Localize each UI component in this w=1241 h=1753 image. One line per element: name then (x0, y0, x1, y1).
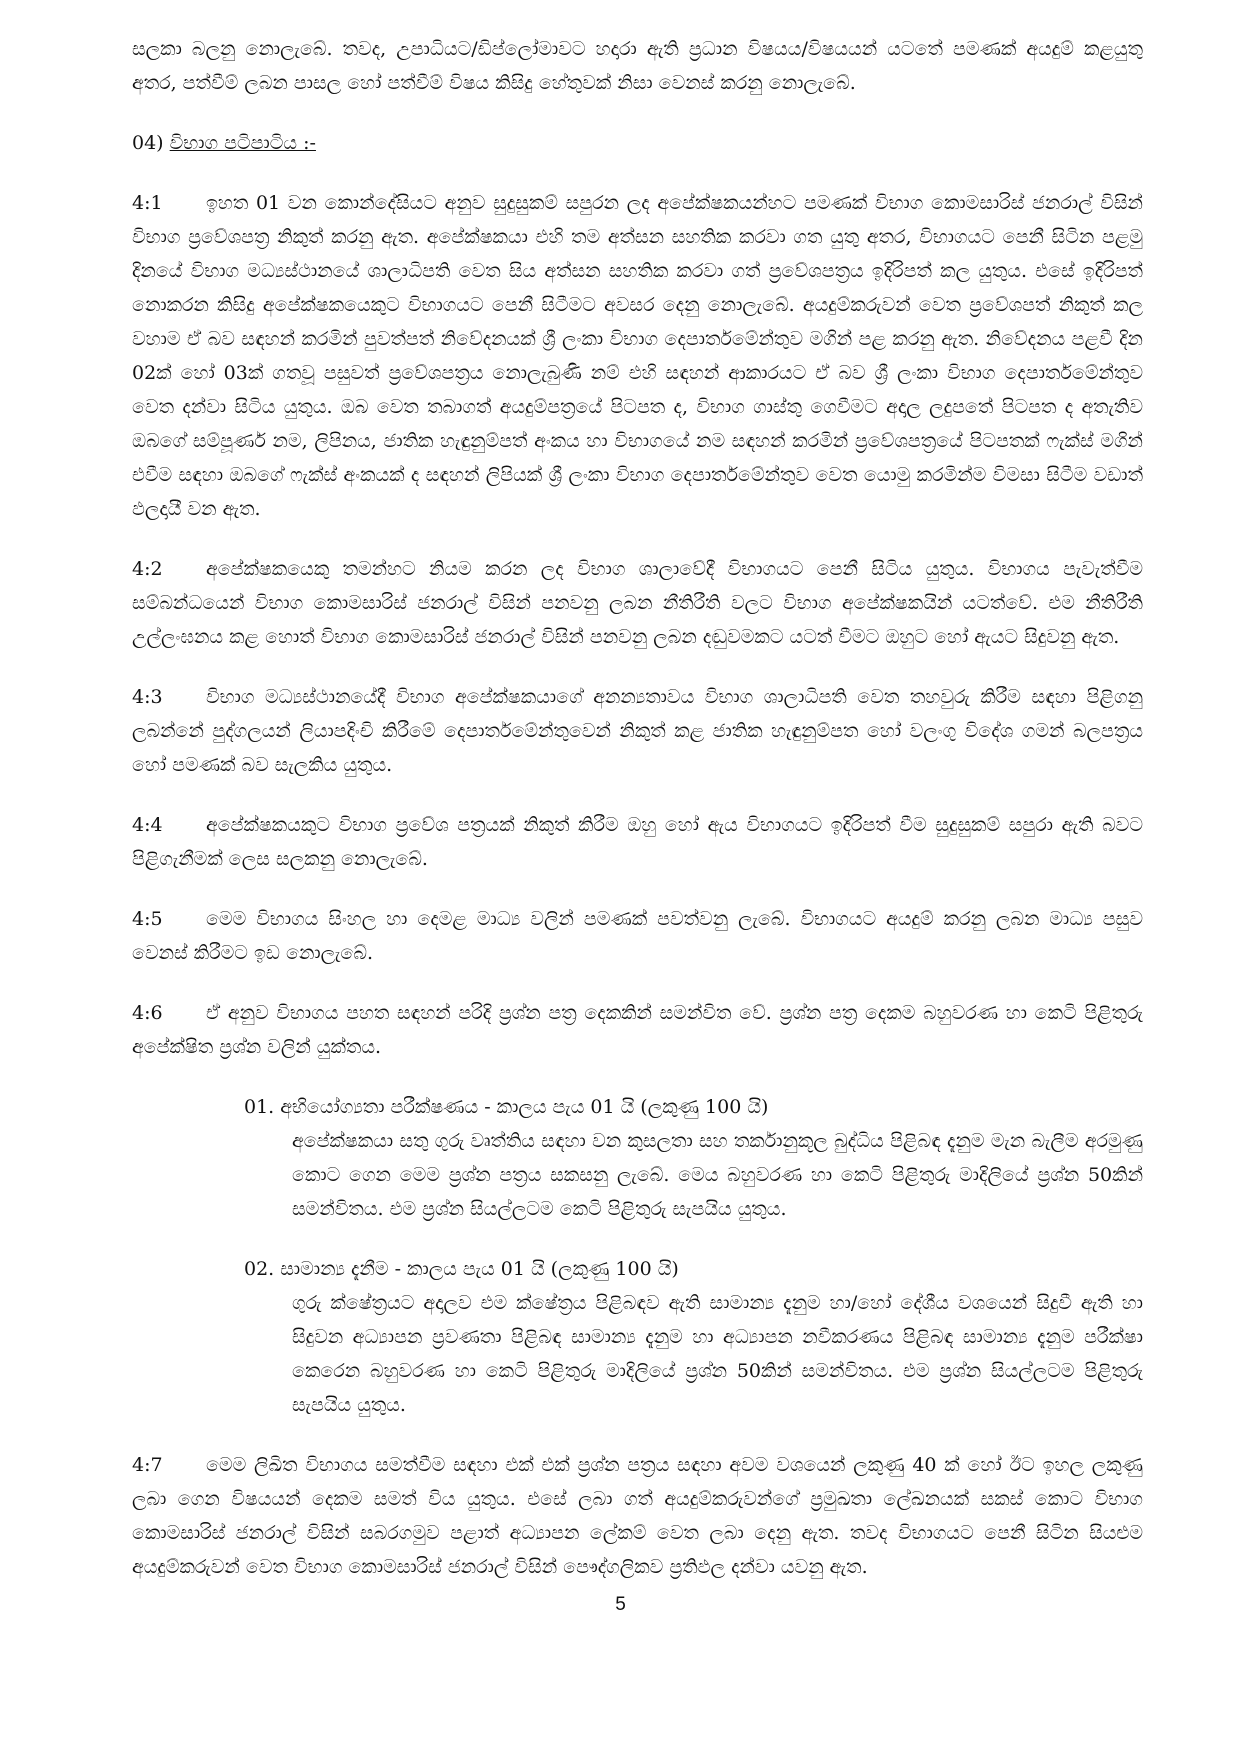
paragraph-number: 4:5 (132, 908, 163, 930)
section-heading (132, 126, 1143, 160)
paragraph-number: 4:6 (132, 1002, 163, 1024)
paragraph-number: 4:2 (132, 558, 163, 580)
subitem-text: අපේක්ෂකයා සතු ගුරු වෘත්තිය සඳහා වන කුසලතා සහ තර්කානුකූල බුද්ධිය පිළිබඳ දැනුම මැන බැලීම අරමුණු කොට ගෙන මෙම ප්‍රශ්න පත්‍රය සකසනු ලැබේ. මෙය බහුවරණ හා කෙටි පිළිතුරු මාදිලියේ ප්‍රශ්න 50කින් සමන්විතය. එම ප්‍රශ්න සියල්ලටම කෙටි පිළිතුරු සැපයිය යුතුය. (292, 1130, 1144, 1220)
subitem-general-knowledge (244, 1252, 1143, 1422)
subitem-number: 02. (244, 1258, 275, 1280)
paragraph-4-7 (132, 1448, 1143, 1584)
subitem-number: 01. (244, 1096, 275, 1118)
paragraph-text: ඉහත 01 වන කොන්දේසියට අනුව සුදුසුකම් සපුරන ලද අපේක්ෂකයන්හට පමණක් විභාග කොමසාරිස් ජනරාල් විසින් විභාග ප්‍රවේශපත්‍ර නිකුත් කරනු ඇත. අපේක්ෂකයා එහි තම අත්සන සහතික කරවා ගත යුතු අතර, විභාගයට පෙනී සිටින පළමු දිනයේ විභාග මධ්‍යස්ථානයේ ශාලාධිපති වෙත සිය අත්සන සහතික කරවා ගත් ප්‍රවේශපත්‍රය ඉදිරිපත් කල යුතුය. එසේ ඉදිරිපත් නොකරන කිසිදු අපේක්ෂකයෙකුට විභාගයට පෙනී සිටීමට අවසර දෙනු නොලැබේ. අයදුම්කරුවන් වෙත ප්‍රවේශපත් නිකුත් කල වහාම ඒ බව සඳහන් කරමින් පුවත්පත් නිවේදනයක් ශ්‍රී ලංකා විභාග දෙපාර්තමේන්තුව මගින් පළ කරනු ඇත. නිවේදනය පළවී දින 02ක් හෝ 03ක් ගතවූ පසුවත් ප්‍රවේශපත්‍රය නොලැබුණි නම් එහි සඳහන් ආකාරයට ඒ බව ශ්‍රී ලංකා විභාග දෙපාර්තමේන්තුව වෙත දන්වා සිටිය යුතුය. ඔබ වෙත තබාගත් අයදුම්පත්‍රයේ පිටපත ද, විභාග ගාස්තු ගෙවීමට අදාල ලදුපතේ පිටපත ද අතැතිව ඔබගේ සම්පූර්ණ නම, ලිපිනය, ජාතික හැඳුනුම්පත් අංකය හා විභාගයේ නම සඳහන් කරමින් ප්‍රවේශපත්‍රයේ පිටපතක් ෆැක්ස් මගින් එවීම සඳහා ඔබගේ ෆැක්ස් අංකයක් ද සඳහන් ලිපියක් ශ්‍රී ලංකා විභාග දෙපාර්තමේන්තුව වෙත යොමු කරමින්ම විමසා සිටීම වඩාත් ඵලදායී වන ඇත. (132, 192, 1143, 520)
paragraph-4-3 (132, 680, 1143, 782)
paragraph-4-6 (132, 996, 1143, 1064)
paragraph-4-4 (132, 808, 1143, 876)
paragraph-4-2 (132, 552, 1143, 654)
paragraph-number: 4:7 (132, 1454, 163, 1476)
page-number: 5 (615, 1594, 626, 1615)
paragraph-number: 4:3 (132, 686, 163, 708)
intro-continuation: සලකා බලනු නොලැබේ. තවද, උපාධියට/ඩිප්ලෝමාවට හදාරා ඇති ප්‍රධාන විෂයය/විෂයයන් යටතේ පමණක් අයදුම් කළයුතු අතර, පත්වීම් ලබන පාසල හෝ පත්වීම් විෂය කිසිදු හේතුවක් නිසා වෙනස් කරනු නොලැබේ. (132, 38, 1143, 94)
subitem-text: ගුරු ක්ෂේත්‍රයට අදාලව එම ක්ෂේත්‍රය පිළිබඳව ඇති සාමාන්‍ය දැනුම හා/හෝ දේශීය වශයෙන් සිදුවී ඇති හා සිදුවන අධ්‍යාපන ප්‍රවණතා පිළිබඳ සාමාන්‍ය දැනුම හා අධ්‍යාපන නවීකරණය පිළිබඳ සාමාන්‍ය දැනුම පරීක්ෂා කෙරෙන බහුවරණ හා කෙටි පිළිතුරු මාදිලියේ ප්‍රශ්න 50කින් සමන්විතය. එම ප්‍රශ්න සියල්ලටම පිළිතුරු සැපයිය යුතුය. (292, 1292, 1143, 1416)
subitem-title (244, 1090, 1143, 1124)
section-heading-title: විභාග පටිපාටිය :- (169, 132, 316, 154)
paragraph-text: අපේක්ෂකයෙකු තමන්හට නියම කරන ලද විභාග ශාලාවේදී විභාගයට පෙනී සිටිය යුතුය. විභාගය පැවැත්වීම සම්බන්ධයෙන් විභාග කොමසාරිස් ජනරාල් විසින් පනවනු ලබන නීතිරීති වලට විභාග අපේක්ෂකයින් යටත්වේ. එම නීතිරීති උල්ලංඝනය කළ හොත් විභාග කොමසාරිස් ජනරාල් විසින් පනවනු ලබන දඬුවමකට යටත් වීමට ඔහුට හෝ ඇයට සිදුවනු ඇත. (132, 558, 1143, 648)
section-heading-number: 04) (132, 132, 164, 154)
paragraph-text: අපේක්ෂකයකුට විභාග ප්‍රවේශ පත්‍රයක් නිකුත් කිරීම ඔහු හෝ ඇය විභාගයට ඉදිරිපත් වීම සුදුසුකම් සපුරා ඇති බවට පිළිගැනීමක් ලෙස සලකනු නොලැබේ. (132, 814, 1143, 870)
subitem-aptitude-test (244, 1090, 1143, 1226)
paragraph-text: මෙම විභාගය සිංහල හා දෙමළ මාධ්‍ය වලින් පමණක් පවත්වනු ලැබේ. විභාගයට අයදුම් කරනු ලබන මාධ්‍ය පසුව වෙනස් කිරීමට ඉඩ නොලැබේ. (132, 908, 1143, 964)
paragraph-4-1 (132, 186, 1143, 526)
paragraph-text: මෙම ලිඛිත විභාගය සමත්වීම සඳහා එක් එක් ප්‍රශ්න පත්‍රය සඳහා අවම වශයෙන් ලකුණු 40 ක් හෝ ඊට ඉහල ලකුණු ලබා ගෙන විෂයයන් දෙකම සමත් විය යුතුය. එසේ ලබා ගත් අයදුම්කරුවන්ගේ ප්‍රමුඛතා ලේඛනයක් සකස් කොට විභාග කොමසාරිස් ජනරාල් විසින් සබරගමුව පළාත් අධ්‍යාපන ලේකම් වෙත ලබා දෙනු ඇත. තවද විභාගයට පෙනී සිටින සියළුම අයදුම්කරුවන් වෙත විභාග කොමසාරිස් ජනරාල් විසින් පෞද්ගලිකව ප්‍රතිඵල දන්වා යවනු ඇත. (132, 1454, 1143, 1578)
paragraph-4-5 (132, 902, 1143, 970)
subitem-title-text: සාමාන්‍ය දැනීම - කාලය පැය 01 යි (ලකුණු 100 යි) (280, 1258, 679, 1280)
subitem-title (244, 1252, 1143, 1286)
paragraph-text: ඒ අනුව විභාගය පහත සඳහන් පරිදි ප්‍රශ්න පත්‍ර දෙකකින් සමන්විත වේ. ප්‍රශ්න පත්‍ර දෙකම බහුවරණ හා කෙටි පිළිතුරු අපේක්ෂිත ප්‍රශ්න වලින් යුක්තය. (132, 1002, 1143, 1058)
paragraph-number: 4:1 (132, 192, 163, 214)
subitem-title-text: අභියෝග්‍යතා පරීක්ෂණය - කාලය පැය 01 යි (ලකුණු 100 යි) (280, 1096, 769, 1118)
paragraph-number: 4:4 (132, 814, 163, 836)
paragraph-text: විභාග මධ්‍යස්ථානයේදී විභාග අපේක්ෂකයාගේ අනන්‍යතාවය විභාග ශාලාධිපති වෙත තහවුරු කිරීම සඳහා පිළිගනු ලබන්නේ පුද්ගලයන් ලියාපදිංචි කිරීමේ දෙපාර්තමේන්තුවෙන් නිකුත් කළ ජාතික හැඳුනුම්පත හෝ වලංගු විදේශ ගමන් බලපත්‍රය හෝ පමණක් බව සැලකිය යුතුය. (132, 686, 1143, 776)
